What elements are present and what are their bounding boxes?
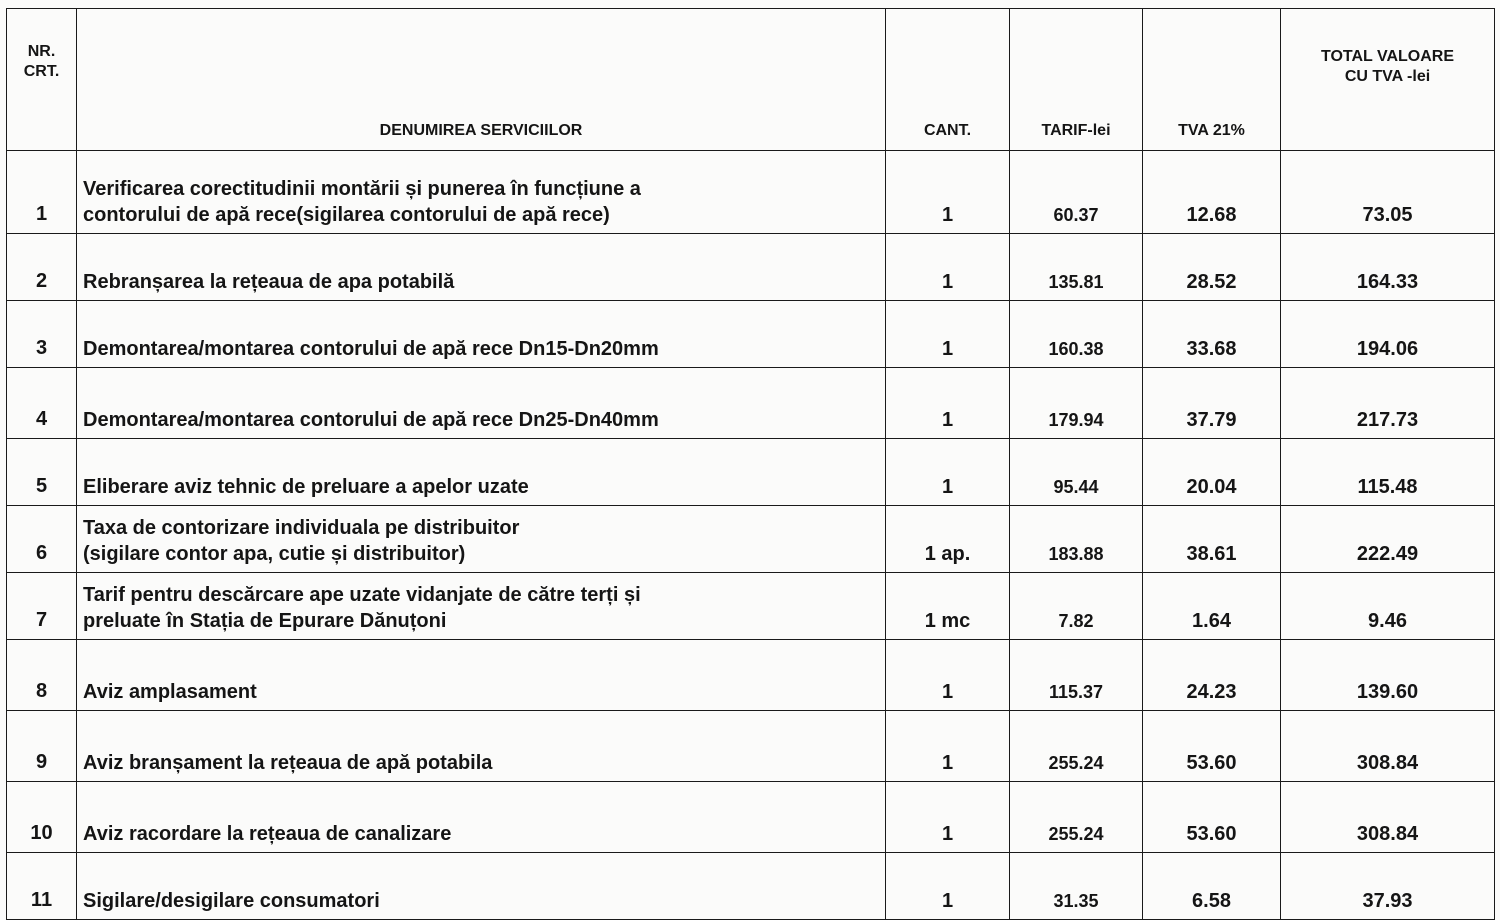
service-name: Rebranșarea la rețeaua de apa potabilă bbox=[77, 234, 886, 301]
tva-value: 1.64 bbox=[1143, 573, 1281, 640]
row-number: 4 bbox=[7, 368, 77, 439]
tarif-value: 183.88 bbox=[1010, 506, 1143, 573]
row-number: 7 bbox=[7, 573, 77, 640]
tva-value: 6.58 bbox=[1143, 853, 1281, 920]
tarif-value: 31.35 bbox=[1010, 853, 1143, 920]
tarif-value: 179.94 bbox=[1010, 368, 1143, 439]
header-tva: TVA 21% bbox=[1143, 9, 1281, 151]
row-number: 11 bbox=[7, 853, 77, 920]
total-value: 37.93 bbox=[1281, 853, 1495, 920]
tarif-value: 255.24 bbox=[1010, 782, 1143, 853]
table-header-row bbox=[7, 9, 1495, 151]
service-name: Aviz racordare la rețeaua de canalizare bbox=[77, 782, 886, 853]
table-row bbox=[7, 439, 1495, 506]
quantity: 1 bbox=[886, 439, 1010, 506]
table-row bbox=[7, 640, 1495, 711]
quantity: 1 bbox=[886, 640, 1010, 711]
table-row bbox=[7, 573, 1495, 640]
service-name: Tarif pentru descărcare ape uzate vidanjate de către terți și preluate în Stația de Epurare Dănuțoni bbox=[77, 573, 886, 640]
tarif-value: 95.44 bbox=[1010, 439, 1143, 506]
total-value: 222.49 bbox=[1281, 506, 1495, 573]
tariff-table bbox=[6, 8, 1495, 920]
quantity: 1 bbox=[886, 368, 1010, 439]
table-row bbox=[7, 151, 1495, 234]
tva-value: 24.23 bbox=[1143, 640, 1281, 711]
tarif-value: 7.82 bbox=[1010, 573, 1143, 640]
total-value: 308.84 bbox=[1281, 711, 1495, 782]
total-value: 9.46 bbox=[1281, 573, 1495, 640]
tva-value: 53.60 bbox=[1143, 782, 1281, 853]
total-value: 217.73 bbox=[1281, 368, 1495, 439]
header-service-name: DENUMIREA SERVICIILOR bbox=[77, 9, 886, 151]
quantity: 1 bbox=[886, 782, 1010, 853]
row-number: 5 bbox=[7, 439, 77, 506]
total-value: 115.48 bbox=[1281, 439, 1495, 506]
tva-value: 37.79 bbox=[1143, 368, 1281, 439]
tariff-document bbox=[6, 8, 1494, 912]
tva-value: 53.60 bbox=[1143, 711, 1281, 782]
service-name: Eliberare aviz tehnic de preluare a apelor uzate bbox=[77, 439, 886, 506]
service-name: Demontarea/montarea contorului de apă rece Dn25-Dn40mm bbox=[77, 368, 886, 439]
table-row bbox=[7, 506, 1495, 573]
header-total: TOTAL VALOARE CU TVA -lei bbox=[1281, 9, 1495, 151]
row-number: 2 bbox=[7, 234, 77, 301]
table-row bbox=[7, 234, 1495, 301]
quantity: 1 ap. bbox=[886, 506, 1010, 573]
tarif-value: 255.24 bbox=[1010, 711, 1143, 782]
service-name: Aviz branșament la rețeaua de apă potabila bbox=[77, 711, 886, 782]
tva-value: 33.68 bbox=[1143, 301, 1281, 368]
service-name: Taxa de contorizare individuala pe distribuitor (sigilare contor apa, cutie și distribuitor) bbox=[77, 506, 886, 573]
service-name: Demontarea/montarea contorului de apă rece Dn15-Dn20mm bbox=[77, 301, 886, 368]
total-value: 194.06 bbox=[1281, 301, 1495, 368]
tarif-value: 160.38 bbox=[1010, 301, 1143, 368]
total-value: 164.33 bbox=[1281, 234, 1495, 301]
quantity: 1 mc bbox=[886, 573, 1010, 640]
service-name: Verificarea corectitudinii montării și punerea în funcțiune a contorului de apă rece(sigilarea contorului de apă rece) bbox=[77, 151, 886, 234]
tarif-value: 115.37 bbox=[1010, 640, 1143, 711]
table-row bbox=[7, 782, 1495, 853]
service-name: Sigilare/desigilare consumatori bbox=[77, 853, 886, 920]
table-row bbox=[7, 368, 1495, 439]
table-row bbox=[7, 853, 1495, 920]
quantity: 1 bbox=[886, 151, 1010, 234]
service-name: Aviz amplasament bbox=[77, 640, 886, 711]
row-number: 1 bbox=[7, 151, 77, 234]
tva-value: 20.04 bbox=[1143, 439, 1281, 506]
total-value: 73.05 bbox=[1281, 151, 1495, 234]
total-value: 308.84 bbox=[1281, 782, 1495, 853]
table-row bbox=[7, 711, 1495, 782]
tarif-value: 135.81 bbox=[1010, 234, 1143, 301]
header-tarif: TARIF-lei bbox=[1010, 9, 1143, 151]
total-value: 139.60 bbox=[1281, 640, 1495, 711]
row-number: 9 bbox=[7, 711, 77, 782]
tva-value: 28.52 bbox=[1143, 234, 1281, 301]
tva-value: 38.61 bbox=[1143, 506, 1281, 573]
row-number: 10 bbox=[7, 782, 77, 853]
quantity: 1 bbox=[886, 853, 1010, 920]
quantity: 1 bbox=[886, 711, 1010, 782]
header-nr-crt: NR. CRT. bbox=[7, 9, 77, 151]
header-quantity: CANT. bbox=[886, 9, 1010, 151]
quantity: 1 bbox=[886, 301, 1010, 368]
row-number: 8 bbox=[7, 640, 77, 711]
quantity: 1 bbox=[886, 234, 1010, 301]
tva-value: 12.68 bbox=[1143, 151, 1281, 234]
row-number: 3 bbox=[7, 301, 77, 368]
table-row bbox=[7, 301, 1495, 368]
row-number: 6 bbox=[7, 506, 77, 573]
tarif-value: 60.37 bbox=[1010, 151, 1143, 234]
